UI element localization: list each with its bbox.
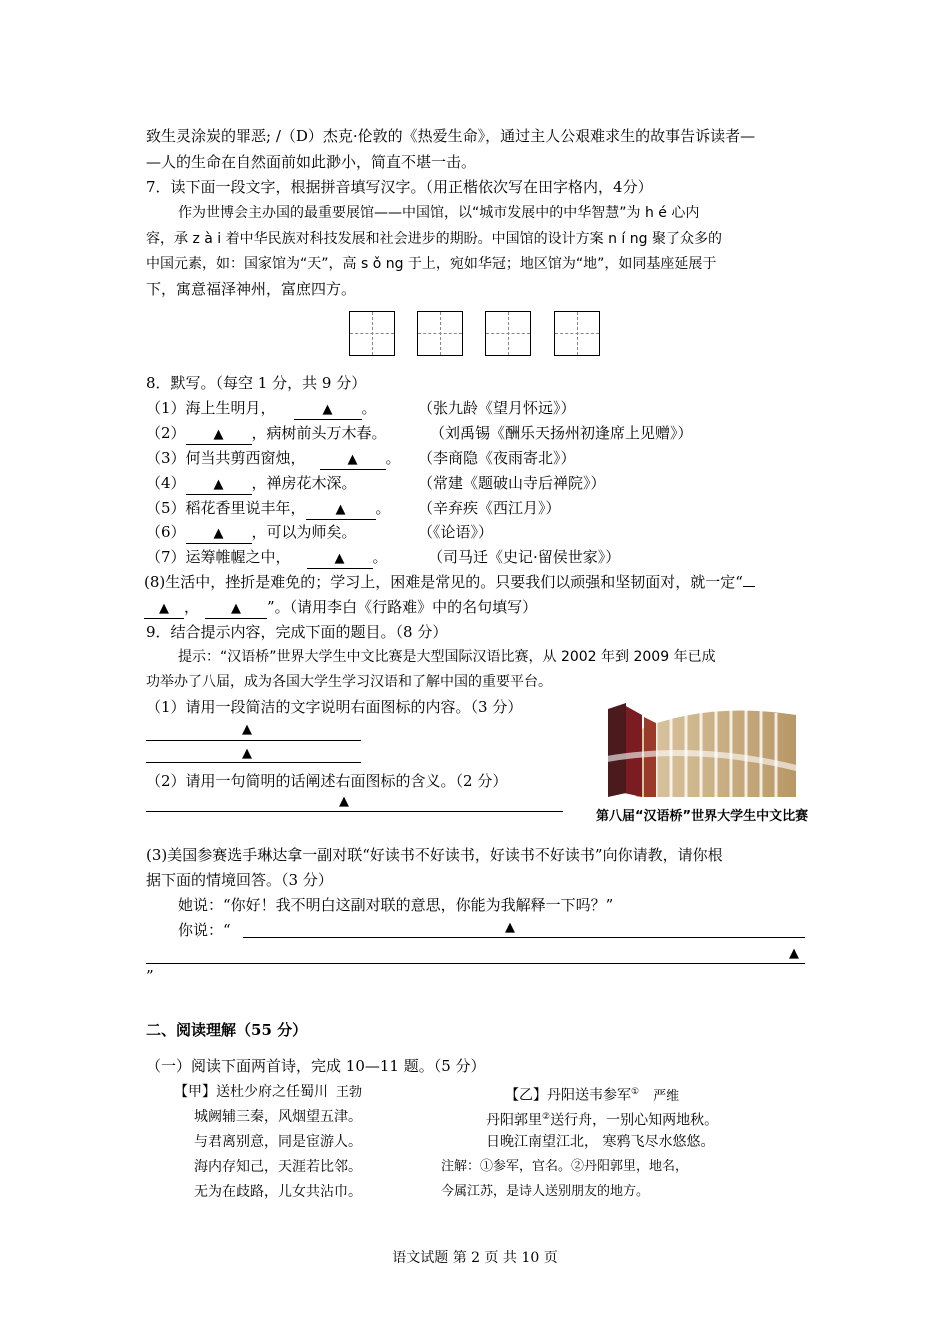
answer-marker: ▲ [789, 946, 799, 961]
answer-blank[interactable]: ▲ [306, 499, 376, 520]
dictation-source: （张九龄《望月怀远》） [418, 399, 576, 417]
q7-text-line: 中国元素，如：国家馆为“天”，高 s ǒ ng 于上，宛如华冠；地区馆为“地”，如同基座延展于 [146, 256, 717, 272]
answer-marker: ▲ [339, 794, 349, 809]
poem-line: 海内存知己，天涯若比邻。 [194, 1159, 362, 1175]
dictation-source: （辛弃疾《西江月》） [418, 499, 561, 517]
dictation-source: （司马迁《史记·留侯世家》） [428, 548, 621, 566]
page-footer: 语文试题 第 2 页 共 10 页 [392, 1250, 558, 1266]
poem-line: 无为在歧路，儿女共沾巾。 [194, 1184, 362, 1200]
q9-hint-line: 功举办了八届，成为各国大学生学习汉语和了解中国的重要平台。 [146, 674, 552, 690]
answer-line[interactable] [146, 811, 563, 812]
paragraph-line: 致生灵涂炭的罪恶; /（D）杰克·伦敦的《热爱生命》，通过主人公艰难求生的故事告诉读者— [146, 127, 756, 145]
answer-line[interactable] [146, 762, 361, 763]
dictation-source: （《论语》） [418, 523, 494, 541]
answer-marker: ▲ [242, 746, 252, 761]
dictation-item: (8)生活中，挫折是难免的；学习上，困难是常见的。只要我们以顽强和坚韧面对，就一定“ [144, 572, 755, 592]
poem-line: 日晚江南望江北， 寒鸦飞尽水悠悠。 [486, 1134, 715, 1150]
dictation-item: （1）海上生明月， ▲ 。 [146, 398, 377, 420]
answer-blank[interactable]: ▲ [186, 523, 252, 544]
q9-subquestion-3: 据下面的情境回答。（3 分） [146, 871, 333, 889]
q7-text-line: 下，寓意福泽神州，富庶四方。 [146, 280, 357, 298]
tianzige-box[interactable] [554, 311, 600, 356]
dictation-source: （刘禹锡《酬乐天扬州初逢席上见赠》） [430, 424, 693, 442]
answer-blank[interactable]: ▲ [320, 449, 386, 470]
answer-blank[interactable]: ▲ [294, 399, 362, 420]
dictation-item: （4） ▲ ，禅房花木深。 [146, 473, 357, 495]
tianzige-box[interactable] [417, 311, 463, 356]
q9-hint-line: 提示：“汉语桥”世界大学生中文比赛是大型国际汉语比赛，从 2002 年到 2009 年已成 [178, 649, 716, 665]
closing-quote: ” [146, 967, 154, 985]
answer-line[interactable] [146, 740, 361, 741]
answer-line[interactable] [146, 963, 805, 964]
paragraph-line: —人的生命在自然面前如此渺小，简直不堪一击。 [146, 153, 477, 171]
dictation-item: （7）运筹帷幄之中， ▲ 。 [146, 547, 388, 569]
poem-note: 今属江苏，是诗人送别朋友的地方。 [441, 1184, 650, 1199]
poem-jia-title: 【甲】送杜少府之任蜀川 王勃 [174, 1084, 363, 1100]
poem-line: 城阙辅三秦，风烟望五津。 [194, 1109, 362, 1125]
answer-blank[interactable]: ▲ [186, 474, 252, 495]
question-8-title: 8．默写。（每空 1 分，共 9 分） [146, 374, 367, 392]
poem-line: 丹阳郭里②送行舟，一别心知两地秋。 [486, 1112, 719, 1129]
dictation-item: （3）何当共剪西窗烛， ▲ 。 [146, 448, 401, 470]
logo-caption: 第八届“汉语桥”世界大学生中文比赛 [596, 809, 809, 824]
dictation-item: （5）稻花香里说丰年， ▲ 。 [146, 498, 391, 520]
poem-line: 与君离别意，同是宦游人。 [194, 1134, 362, 1150]
bridge-logo-graphic [596, 701, 808, 805]
question-7-title: 7．读下面一段文字，根据拼音填写汉字。（用正楷依次写在田字格内，4分） [146, 178, 653, 196]
tianzige-box[interactable] [485, 311, 531, 356]
dictation-item: （6） ▲ ，可以为师矣。 [146, 522, 357, 544]
dictation-source: （常建《题破山寺后禅院》） [418, 474, 606, 492]
dictation-source: （李商隐《夜雨寄北》） [418, 449, 576, 467]
section-2-subtitle: （一）阅读下面两首诗，完成 10—11 题。（5 分） [146, 1057, 486, 1075]
question-9-title: 9．结合提示内容，完成下面的题目。（8 分） [146, 623, 448, 641]
poem-yi-title: 【乙】丹阳送韦参军① 严维 [505, 1087, 680, 1104]
dialogue-she: 她说：“你好！我不明白这副对联的意思，你能为我解释一下吗？” [178, 896, 614, 914]
answer-marker: ▲ [505, 920, 515, 935]
answer-blank[interactable]: ▲ [144, 598, 184, 619]
q9-subquestion-2: （2）请用一句简明的话阐述右面图标的含义。（2 分） [146, 772, 508, 790]
tianzige-box[interactable] [349, 311, 395, 356]
q7-text-line: 容，承 z à i 着中华民族对科技发展和社会进步的期盼。中国馆的设计方案 n í ng 聚了众多的 [146, 231, 722, 247]
q7-text-line: 作为世博会主办国的最重要展馆——中国馆，以“城市发展中的中华智慧”为 h é 心内 [178, 205, 700, 221]
poem-note: 注解：①参军，官名。②丹阳郭里，地名， [441, 1159, 689, 1174]
answer-blank[interactable]: ▲ [205, 598, 267, 619]
q9-subquestion-1: （1）请用一段简洁的文字说明右面图标的内容。（3 分） [146, 698, 523, 716]
answer-blank[interactable] [743, 586, 755, 587]
dialogue-you: 你说：“ [178, 921, 231, 939]
answer-blank[interactable]: ▲ [186, 424, 252, 445]
answer-blank[interactable]: ▲ [307, 548, 373, 569]
dictation-item: ▲ ， ▲ ”。（请用李白《行路难》中的名句填写） [144, 597, 537, 619]
section-2-title: 二、阅读理解（55 分） [146, 1021, 308, 1039]
answer-line[interactable] [243, 937, 805, 938]
dictation-item: （2） ▲ ，病树前头万木春。 [146, 423, 387, 445]
q9-subquestion-3: (3)美国参赛选手琳达拿一副对联“好读书不好读书，好读书不好读书”向你请教，请你根 [146, 846, 723, 864]
hanyuqiao-logo [596, 701, 808, 829]
answer-marker: ▲ [242, 722, 252, 737]
